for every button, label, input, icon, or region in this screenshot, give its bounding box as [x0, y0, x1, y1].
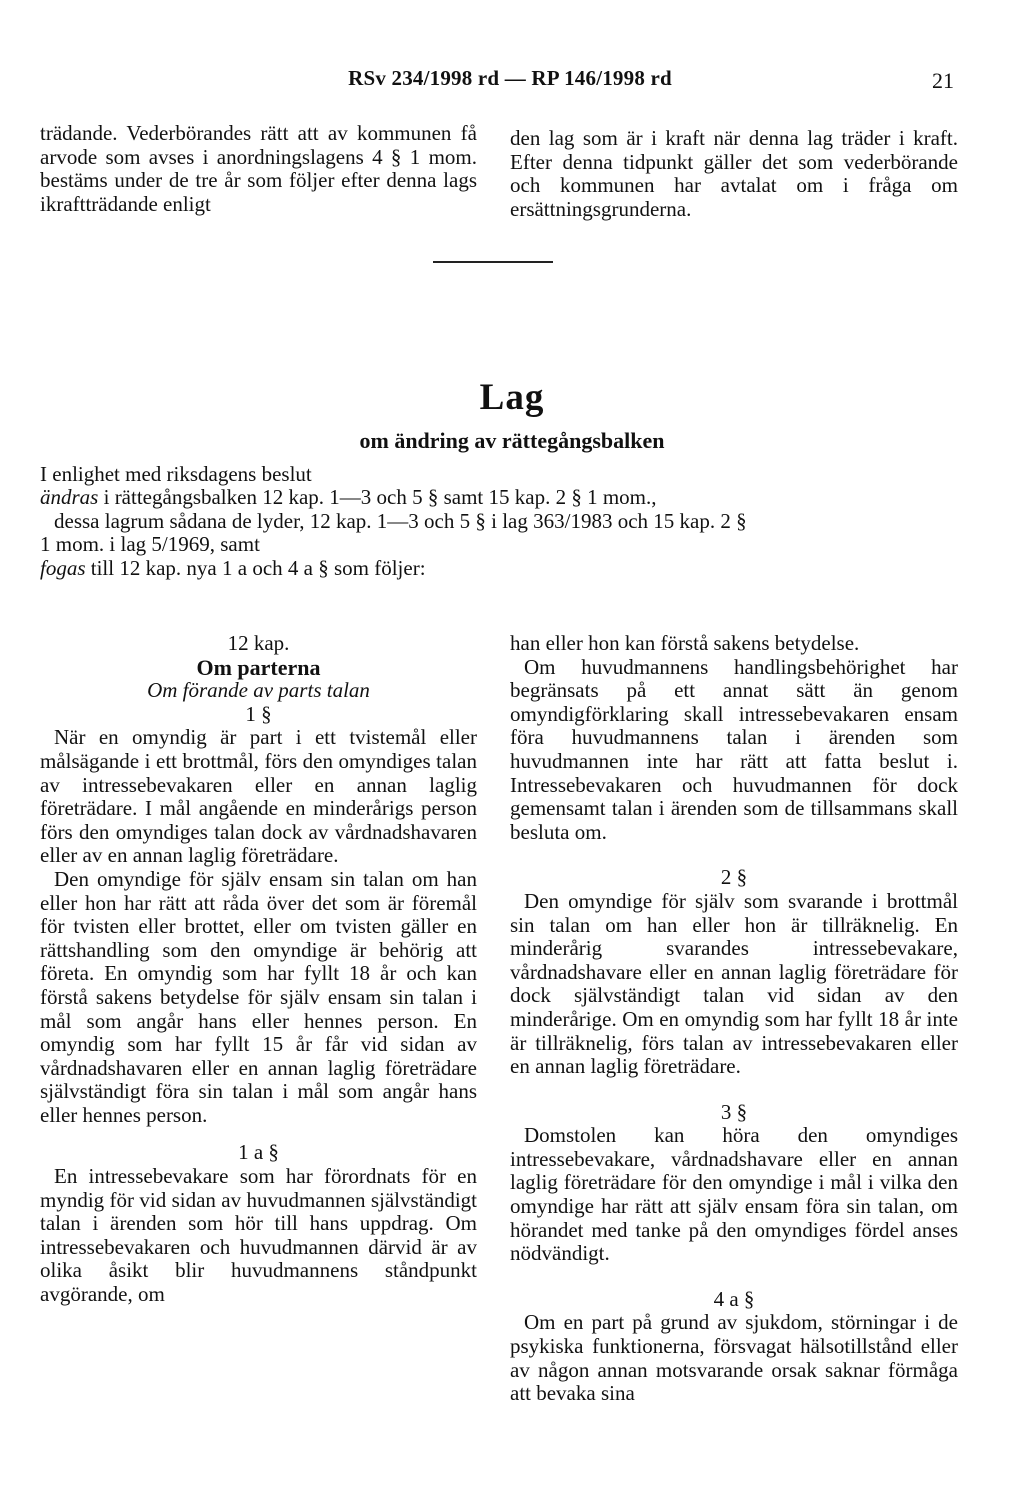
- intro-italic-andras: ändras: [40, 485, 99, 510]
- intro-line-2: [40, 486, 958, 509]
- right-column: [510, 632, 958, 1406]
- intro-italic-fogas: fogas: [40, 555, 86, 580]
- top-left-paragraph: trädande. Vederbörandes rätt att av kommunen få arvode som avses i anordningslagens 4 § 1 mom. bestäms under de tre år som följer efter denna lags ikraftträdande enligt: [40, 121, 477, 216]
- section-4a-label: 4 a §: [713, 1286, 755, 1311]
- chapter-heading: 12 kap.: [227, 631, 290, 655]
- left-column: [40, 632, 477, 1307]
- section-subheading: Om förande av parts talan: [147, 678, 370, 703]
- top-left-text: [40, 122, 477, 216]
- law-title: Lag: [479, 377, 545, 418]
- chapter-title: Om parterna: [196, 654, 321, 680]
- page-number: 21: [932, 68, 954, 93]
- enactment-clause: [40, 463, 958, 580]
- intro-line-1: I enlighet med riksdagens beslut: [40, 462, 312, 486]
- section-1-paragraph-2: Den omyndige för själv ensam sin talan om han eller hon har rätt att råda över det som är föremål för tvisten eller brottet, eller om tvisten gäller en rättshandling som den omyndige är behörig att företa. En omyndig som har fyllt 18 år och kan förstå sakens betydelse för själv ensam sin talan i mål som angår hans eller hennes person. En omyndig som har fyllt 15 år får vid sidan av vårdnadshavaren eller en annan laglig företrädare självständigt föra sin talan i mål som angår hans eller hennes person.: [40, 866, 477, 1127]
- section-1a-paragraph: En intressebevakare som har förordnats för en myndig för vid sidan av huvudmannen självständigt talan i ärenden som hör till hans uppdrag. Om intressebevakaren och huvudmannen därvid är av olika åsikt blir huvudmannens ståndpunkt avgörande, om: [40, 1164, 477, 1307]
- intro-line-3: dessa lagrum sådana de lyder, 12 kap. 1—3 och 5 § i lag 363/1983 och 15 kap. 2 §: [54, 508, 747, 533]
- continued-paragraph: han eller hon kan förstå sakens betydelse.: [510, 631, 860, 655]
- section-3-paragraph: Domstolen kan höra den omyndiges intressebevakare, vårdnadshavare eller en annan laglig företrädare för den omyndige i mål i vilka den omyndige har rätt att själv ensam föra sin talan, om hörandet med tanke på den omyndiges fördel anses nödvändigt.: [510, 1123, 958, 1266]
- intro-line-5-rest: till 12 kap. nya 1 a och 4 a § som följer:: [85, 555, 426, 580]
- continued-paragraph-2: Om huvudmannens handlingsbehörighet har begränsats på ett annat sätt än genom omyndigförklaring skall intressebevakaren ensam föra huvudmannens talan i ärenden som huvudmannen inte har rätt att fatta beslut i. Intressebevakaren och huvudmannen för dock gemensamt talan i ärenden som de tillsammans skall besluta om.: [510, 654, 958, 844]
- section-3-label: 3 §: [720, 1099, 748, 1124]
- law-subtitle: om ändring av rättegångsbalken: [359, 428, 665, 453]
- running-header: RSv 234/1998 rd — RP 146/1998 rd: [348, 66, 672, 90]
- section-4a-paragraph: Om en part på grund av sjukdom, störningar i de psykiska funktionerna, försvagat hälsotillstånd eller av någon annan motsvarande orsak saknar förmåga att bevaka sina: [510, 1310, 958, 1406]
- section-1a-label: 1 a §: [238, 1140, 279, 1165]
- top-right-paragraph: den lag som är i kraft när denna lag träder i kraft. Efter denna tidpunkt gäller det som vederbörande och kommunen har avtalat om i fråga om ersättningsgrunderna.: [510, 126, 958, 221]
- top-right-text: [510, 127, 958, 221]
- intro-line-2-rest: i rättegångsbalken 12 kap. 1—3 och 5 § samt 15 kap. 2 § 1 mom.,: [98, 485, 657, 510]
- section-2-paragraph: Den omyndige för själv som svarande i brottmål sin talan om han eller hon är tillräknelig. En minderårig svarandes intressebevakare, vårdnadshavare eller en annan laglig företrädare för dock självständigt talan vid sidan av den minderårige. Om en omyndig som har fyllt 18 år inte är tillräknelig, förs talan av intressebevakaren eller en annan laglig företrädare.: [510, 888, 958, 1079]
- section-1-label: 1 §: [245, 701, 272, 726]
- intro-line-4: 1 mom. i lag 5/1969, samt: [40, 532, 260, 557]
- section-1-paragraph-1: När en omyndig är part i ett tvistemål eller målsägande i ett brottmål, förs den omyndiges talan av intressebevakaren eller en annan laglig företrädare. I mål angående en minderårigs person förs den omyndiges talan dock av vårdnadshavaren eller av en annan laglig företrädare.: [40, 725, 477, 868]
- section-2-label: 2 §: [720, 865, 748, 890]
- intro-line-5: [40, 557, 958, 580]
- section-divider: [433, 261, 553, 263]
